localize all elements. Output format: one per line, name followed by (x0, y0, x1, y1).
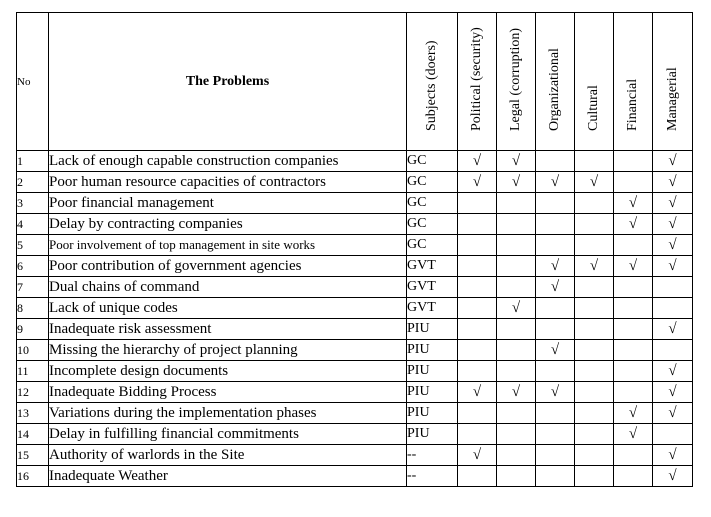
managerial-cell (653, 403, 693, 424)
political-cell (458, 403, 497, 424)
check-mark: √ (668, 404, 677, 421)
row-number: 6 (17, 256, 49, 277)
organizational-cell (536, 298, 575, 319)
subject-doer: PIU (407, 403, 458, 424)
problem-text: Delay in fulfilling financial commitments (49, 424, 407, 445)
check-mark: √ (550, 341, 560, 358)
check-mark: √ (668, 194, 677, 211)
managerial-cell (653, 235, 693, 256)
organizational-cell (536, 151, 575, 172)
cultural-cell (575, 298, 614, 319)
table-row (17, 235, 693, 256)
table-row (17, 256, 693, 277)
table-row (17, 445, 693, 466)
problem-text: Authority of warlords in the Site (49, 445, 407, 466)
problems-table (16, 12, 693, 487)
table-row (17, 193, 693, 214)
check-mark: √ (668, 152, 677, 169)
table-row (17, 298, 693, 319)
legal-cell (497, 340, 536, 361)
check-mark: √ (550, 257, 560, 274)
political-cell (458, 277, 497, 298)
subject-doer: PIU (407, 382, 458, 403)
table-row (17, 403, 693, 424)
check-mark: √ (550, 278, 560, 295)
problem-text: Inadequate Weather (49, 466, 407, 487)
legal-cell (497, 193, 536, 214)
problem-text: Inadequate risk assessment (49, 319, 407, 340)
row-number: 4 (17, 214, 49, 235)
subjects-header-label: Subjects (doers) (424, 40, 439, 131)
political-cell (458, 151, 497, 172)
subject-doer: GVT (407, 298, 458, 319)
organizational-cell (536, 319, 575, 340)
problem-text: Inadequate Bidding Process (49, 382, 407, 403)
managerial-cell (653, 424, 693, 445)
legal-cell (497, 403, 536, 424)
row-number: 11 (17, 361, 49, 382)
subject-doer: -- (407, 466, 458, 487)
check-mark: √ (472, 446, 482, 463)
header-row (17, 13, 693, 151)
cultural-cell (575, 445, 614, 466)
table-row (17, 277, 693, 298)
financial-cell (614, 193, 653, 214)
check-mark: √ (628, 257, 638, 274)
check-mark: √ (628, 404, 638, 421)
cultural-header (575, 13, 614, 151)
row-number: 14 (17, 424, 49, 445)
problem-text: Incomplete design documents (49, 361, 407, 382)
political-cell (458, 298, 497, 319)
check-mark: √ (668, 467, 677, 484)
political-cell (458, 214, 497, 235)
table-row (17, 172, 693, 193)
legal-cell (497, 256, 536, 277)
legal-cell (497, 445, 536, 466)
problems-header: The Problems (49, 13, 407, 151)
political-cell (458, 340, 497, 361)
subject-doer: GVT (407, 277, 458, 298)
managerial-cell (653, 193, 693, 214)
political-cell (458, 172, 497, 193)
check-mark: √ (550, 383, 560, 400)
organizational-header-label: Organizational (547, 48, 562, 131)
organizational-cell (536, 235, 575, 256)
legal-header (497, 13, 536, 151)
row-number: 5 (17, 235, 49, 256)
legal-cell (497, 151, 536, 172)
problem-text: Poor involvement of top management in site works (49, 235, 407, 256)
cultural-cell (575, 403, 614, 424)
organizational-cell (536, 382, 575, 403)
cultural-cell (575, 424, 614, 445)
managerial-cell (653, 466, 693, 487)
subject-doer: GC (407, 235, 458, 256)
financial-cell (614, 424, 653, 445)
cultural-cell (575, 214, 614, 235)
row-number: 10 (17, 340, 49, 361)
managerial-cell (653, 298, 693, 319)
financial-cell (614, 466, 653, 487)
financial-header (614, 13, 653, 151)
check-mark: √ (511, 299, 521, 316)
financial-cell (614, 340, 653, 361)
subject-doer: -- (407, 445, 458, 466)
check-mark: √ (668, 257, 677, 274)
financial-cell (614, 445, 653, 466)
legal-cell (497, 382, 536, 403)
financial-cell (614, 361, 653, 382)
check-mark: √ (668, 383, 677, 400)
managerial-cell (653, 445, 693, 466)
political-cell (458, 445, 497, 466)
managerial-cell (653, 382, 693, 403)
problem-text: Lack of unique codes (49, 298, 407, 319)
legal-cell (497, 466, 536, 487)
legal-cell (497, 319, 536, 340)
subject-doer: GC (407, 193, 458, 214)
subject-doer: GC (407, 172, 458, 193)
row-number: 15 (17, 445, 49, 466)
check-mark: √ (668, 236, 677, 253)
financial-cell (614, 214, 653, 235)
managerial-header (653, 13, 693, 151)
row-number: 1 (17, 151, 49, 172)
check-mark: √ (628, 194, 638, 211)
legal-header-label: Legal (corruption) (508, 27, 523, 131)
cultural-cell (575, 340, 614, 361)
row-number: 16 (17, 466, 49, 487)
row-number: 13 (17, 403, 49, 424)
cultural-cell (575, 193, 614, 214)
political-cell (458, 361, 497, 382)
cultural-cell (575, 361, 614, 382)
legal-cell (497, 235, 536, 256)
organizational-cell (536, 214, 575, 235)
financial-cell (614, 256, 653, 277)
problem-text: Lack of enough capable construction companies (49, 151, 407, 172)
political-cell (458, 319, 497, 340)
table-row (17, 319, 693, 340)
legal-cell (497, 424, 536, 445)
financial-cell (614, 319, 653, 340)
financial-cell (614, 298, 653, 319)
financial-cell (614, 382, 653, 403)
organizational-cell (536, 172, 575, 193)
row-number: 9 (17, 319, 49, 340)
subjects-header (407, 13, 458, 151)
problem-text: Variations during the implementation phases (49, 403, 407, 424)
political-cell (458, 193, 497, 214)
cultural-cell (575, 382, 614, 403)
table-body (17, 13, 693, 487)
check-mark: √ (589, 257, 599, 274)
organizational-cell (536, 277, 575, 298)
subject-doer: GC (407, 151, 458, 172)
financial-cell (614, 235, 653, 256)
check-mark: √ (668, 446, 677, 463)
no-header: No (17, 13, 49, 151)
financial-cell (614, 277, 653, 298)
table-row (17, 382, 693, 403)
problem-text: Delay by contracting companies (49, 214, 407, 235)
table-row (17, 466, 693, 487)
managerial-cell (653, 256, 693, 277)
managerial-cell (653, 340, 693, 361)
political-cell (458, 235, 497, 256)
managerial-cell (653, 214, 693, 235)
organizational-cell (536, 403, 575, 424)
cultural-cell (575, 235, 614, 256)
legal-cell (497, 298, 536, 319)
row-number: 7 (17, 277, 49, 298)
managerial-cell (653, 172, 693, 193)
subject-doer: PIU (407, 424, 458, 445)
managerial-cell (653, 319, 693, 340)
cultural-cell (575, 277, 614, 298)
table-row (17, 340, 693, 361)
table-row (17, 214, 693, 235)
problem-text: Poor human resource capacities of contractors (49, 172, 407, 193)
check-mark: √ (511, 152, 521, 169)
financial-cell (614, 151, 653, 172)
cultural-header-label: Cultural (586, 85, 601, 131)
problem-text: Dual chains of command (49, 277, 407, 298)
row-number: 2 (17, 172, 49, 193)
political-cell (458, 466, 497, 487)
managerial-cell (653, 277, 693, 298)
check-mark: √ (472, 173, 482, 190)
organizational-cell (536, 256, 575, 277)
check-mark: √ (668, 320, 677, 337)
subject-doer: PIU (407, 319, 458, 340)
subject-doer: GC (407, 214, 458, 235)
table-row (17, 151, 693, 172)
organizational-cell (536, 193, 575, 214)
financial-header-label: Financial (625, 78, 640, 131)
organizational-header (536, 13, 575, 151)
check-mark: √ (550, 173, 560, 190)
problem-text: Poor contribution of government agencies (49, 256, 407, 277)
check-mark: √ (668, 215, 677, 232)
table-row (17, 361, 693, 382)
problem-text: Poor financial management (49, 193, 407, 214)
financial-cell (614, 172, 653, 193)
cultural-cell (575, 151, 614, 172)
managerial-cell (653, 151, 693, 172)
check-mark: √ (589, 173, 599, 190)
political-cell (458, 382, 497, 403)
cultural-cell (575, 319, 614, 340)
political-header (458, 13, 497, 151)
financial-cell (614, 403, 653, 424)
legal-cell (497, 277, 536, 298)
cultural-cell (575, 172, 614, 193)
legal-cell (497, 172, 536, 193)
legal-cell (497, 214, 536, 235)
row-number: 3 (17, 193, 49, 214)
subject-doer: PIU (407, 361, 458, 382)
legal-cell (497, 361, 536, 382)
political-cell (458, 424, 497, 445)
table-row (17, 424, 693, 445)
row-number: 8 (17, 298, 49, 319)
organizational-cell (536, 466, 575, 487)
check-mark: √ (511, 383, 521, 400)
check-mark: √ (472, 152, 482, 169)
political-header-label: Political (security) (469, 27, 484, 131)
subject-doer: GVT (407, 256, 458, 277)
cultural-cell (575, 466, 614, 487)
organizational-cell (536, 445, 575, 466)
organizational-cell (536, 340, 575, 361)
check-mark: √ (511, 173, 521, 190)
political-cell (458, 256, 497, 277)
cultural-cell (575, 256, 614, 277)
problem-text: Missing the hierarchy of project planning (49, 340, 407, 361)
check-mark: √ (668, 173, 677, 190)
managerial-cell (653, 361, 693, 382)
check-mark: √ (668, 362, 677, 379)
check-mark: √ (628, 425, 638, 442)
organizational-cell (536, 361, 575, 382)
check-mark: √ (628, 215, 638, 232)
check-mark: √ (472, 383, 482, 400)
managerial-header-label: Managerial (664, 67, 680, 131)
organizational-cell (536, 424, 575, 445)
row-number: 12 (17, 382, 49, 403)
subject-doer: PIU (407, 340, 458, 361)
